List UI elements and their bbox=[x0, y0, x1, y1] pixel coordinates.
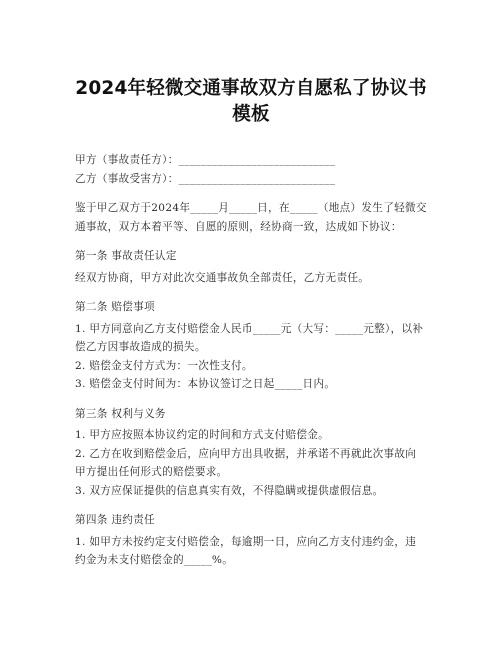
preamble-paragraph: 鉴于甲乙双方于2024年_____月_____日，在_____（地点）发生了轻微交通事故，双方本着平等、自愿的原则，经协商一致，达成如下协议： bbox=[75, 202, 427, 233]
section-3-heading: 第三条 权利与义务 bbox=[75, 407, 166, 420]
party-a-line: 甲方（事故责任方）：____________________________ bbox=[75, 154, 336, 166]
section-2-item-2: 2. 赔偿金支付方式为：一次性支付。 bbox=[75, 359, 253, 372]
section-1-item-1: 经双方协商，甲方对此次交通事故负全部责任，乙方无责任。 bbox=[75, 271, 370, 284]
section-2-item-3: 3. 赔偿金支付时间为：本协议签订之日起_____日内。 bbox=[75, 378, 336, 390]
document-title: 2024年轻微交通事故双方自愿私了协议书模板 bbox=[75, 78, 427, 125]
section-4-item-1: 1. 如甲方未按约定支付赔偿金，每逾期一日，应向乙方支付违约金，违约金为未支付赔偿金的_____%。 bbox=[75, 535, 417, 566]
section-1-heading: 第一条 事故责任认定 bbox=[75, 250, 177, 262]
document-body bbox=[75, 151, 427, 570]
section-3-item-1: 1. 甲方应按照本协议约定的时间和方式支付赔偿金。 bbox=[75, 429, 330, 441]
section-2-item-1: 1. 甲方同意向乙方支付赔偿金人民币_____元（大写：_____元整），以补偿乙方因事故造成的损失。 bbox=[75, 322, 424, 353]
party-b-line: 乙方（事故受害方）：____________________________ bbox=[75, 172, 336, 185]
section-2-heading: 第二条 赔偿事项 bbox=[75, 301, 155, 313]
section-3-item-3: 3. 双方应保证提供的信息真实有效，不得隐瞒或提供虚假信息。 bbox=[75, 484, 384, 497]
section-3-item-2: 2. 乙方在收到赔偿金后，应向甲方出具收据，并承诺不再就此次事故向甲方提出任何形式的赔偿要求。 bbox=[75, 447, 417, 478]
section-4-heading: 第四条 违约责任 bbox=[75, 514, 155, 526]
